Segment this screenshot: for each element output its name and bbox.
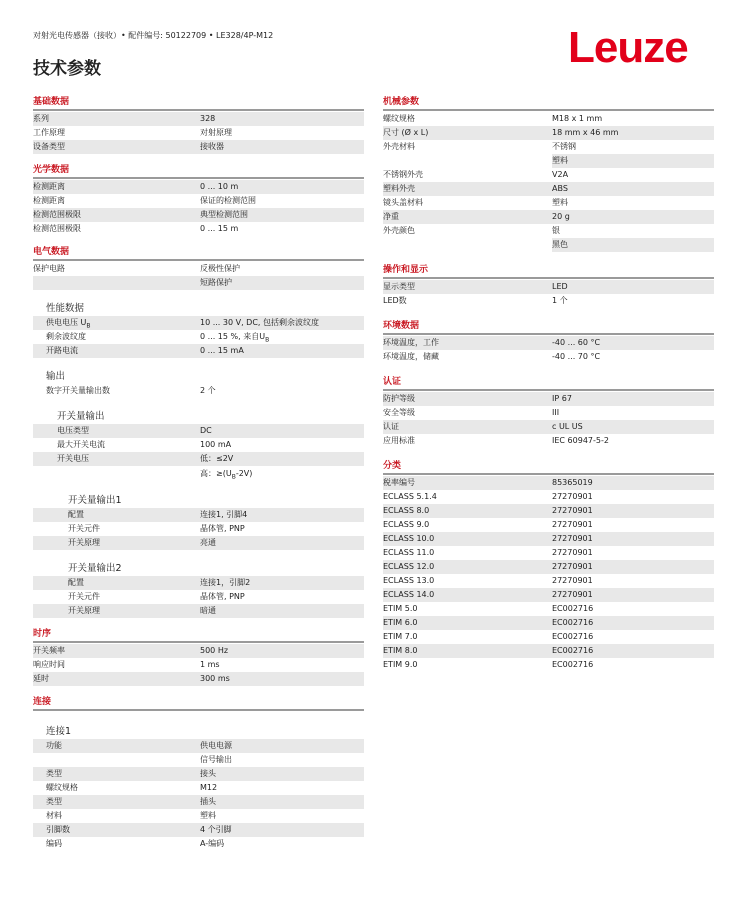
table-row xyxy=(383,350,714,364)
section-connection xyxy=(33,695,364,851)
row-key: 类型 xyxy=(46,797,62,806)
optical-data-table xyxy=(33,180,364,236)
table-row xyxy=(33,344,364,358)
table-row xyxy=(33,384,364,398)
table-row xyxy=(383,658,714,672)
subsection-title: 输出 xyxy=(46,371,66,382)
row-key xyxy=(33,466,200,482)
section-title: 环境数据 xyxy=(383,319,714,335)
row-value: 低：≤2V xyxy=(200,454,234,463)
row-key: ECLASS 10.0 xyxy=(383,534,435,543)
row-value: 500 Hz xyxy=(200,646,229,655)
section-operation-display xyxy=(383,263,714,308)
row-value: EC002716 xyxy=(552,632,594,641)
table-row xyxy=(383,616,714,630)
table-row xyxy=(33,739,364,753)
table-row xyxy=(383,210,714,224)
row-key: 螺纹规格 xyxy=(383,114,415,123)
table-row xyxy=(383,490,714,504)
row-value: 塑料 xyxy=(552,156,568,165)
row-value: 亮通 xyxy=(200,538,216,547)
row-value: 塑料 xyxy=(200,811,216,820)
certification-table xyxy=(383,392,714,448)
row-value: EC002716 xyxy=(552,618,594,627)
row-value: c UL US xyxy=(552,422,583,431)
row-value: 85365019 xyxy=(552,478,593,487)
row-value: EC002716 xyxy=(552,660,594,669)
table-row xyxy=(33,781,364,795)
row-key: 认证 xyxy=(383,422,399,431)
row-key: ETIM 9.0 xyxy=(383,660,418,669)
row-value: 晶体管, PNP xyxy=(200,592,245,601)
section-title: 时序 xyxy=(33,627,364,643)
right-column xyxy=(383,95,714,672)
row-key: 响应时间 xyxy=(33,660,65,669)
row-value: 18 mm x 46 mm xyxy=(552,128,619,137)
section-title: 光学数据 xyxy=(33,163,364,179)
row-key: 税率编号 xyxy=(383,478,415,487)
table-row xyxy=(383,574,714,588)
row-value: 插头 xyxy=(200,797,216,806)
section-title: 连接 xyxy=(33,695,364,711)
table-row xyxy=(33,767,364,781)
row-key: 净重 xyxy=(383,212,399,221)
operation-table xyxy=(383,280,714,308)
row-key: ETIM 5.0 xyxy=(383,604,418,613)
leuze-logo: Leuze xyxy=(568,23,688,72)
table-row xyxy=(383,434,714,448)
row-key xyxy=(383,154,552,168)
section-title: 分类 xyxy=(383,459,714,475)
table-row xyxy=(33,438,364,452)
row-key: 类型 xyxy=(46,769,62,778)
table-row xyxy=(33,452,364,466)
row-value: 供电电源 xyxy=(200,741,232,750)
row-value: 短路保护 xyxy=(200,278,232,287)
row-value: 连接1, 引脚4 xyxy=(200,510,248,519)
row-value: EC002716 xyxy=(552,604,594,613)
row-key: 设备类型 xyxy=(33,142,65,151)
section-electrical-data xyxy=(33,245,364,618)
table-row xyxy=(383,280,714,294)
row-value: 高：$\ge(U_B-2V)$ xyxy=(200,469,253,481)
row-value: A-编码 xyxy=(200,839,225,848)
table-row xyxy=(383,504,714,518)
table-row xyxy=(383,238,714,252)
row-value: 27270901 xyxy=(552,576,593,585)
row-value: M18 x 1 mm xyxy=(552,114,603,123)
row-key: 工作原理 xyxy=(33,128,65,137)
row-key: 防护等级 xyxy=(383,394,415,403)
row-key: ECLASS 14.0 xyxy=(383,590,435,599)
section-basic-data xyxy=(33,95,364,154)
row-value: 晶体管, PNP xyxy=(200,524,245,533)
row-key: 配置 xyxy=(68,510,84,519)
table-row xyxy=(33,658,364,672)
row-key: 电压类型 xyxy=(57,426,89,435)
environment-table xyxy=(383,336,714,364)
row-value: ABS xyxy=(552,184,568,193)
table-row xyxy=(383,168,714,182)
table-row xyxy=(33,590,364,604)
section-certification xyxy=(383,375,714,448)
row-key: LED数 xyxy=(383,296,407,305)
subsection-title: 开关量输出1 xyxy=(68,495,122,506)
table-row xyxy=(383,336,714,350)
table-row xyxy=(383,588,714,602)
table-row xyxy=(33,180,364,194)
table-row xyxy=(33,112,364,126)
row-key: ECLASS 5.1.4 xyxy=(383,492,437,501)
row-key: 检测距离 xyxy=(33,182,65,191)
row-value: 27270901 xyxy=(552,506,593,515)
table-row xyxy=(33,222,364,236)
row-value: 0 ... 10 m xyxy=(200,182,239,191)
section-classification xyxy=(383,459,714,672)
table-row xyxy=(33,837,364,851)
row-key: ETIM 7.0 xyxy=(383,632,418,641)
row-value: 连接1，引脚2 xyxy=(200,578,251,587)
row-key: 引脚数 xyxy=(46,825,70,834)
table-row xyxy=(383,294,714,308)
row-value: 信号输出 xyxy=(200,755,232,764)
timing-table xyxy=(33,644,364,686)
table-row xyxy=(383,224,714,238)
row-value: 328 xyxy=(200,114,216,123)
row-key: 塑料外壳 xyxy=(383,184,415,193)
section-title: 操作和显示 xyxy=(383,263,714,279)
section-optical-data xyxy=(33,163,364,236)
row-value: 黑色 xyxy=(552,240,568,249)
row-value: EC002716 xyxy=(552,646,594,655)
table-row xyxy=(383,392,714,406)
row-value: 0 ... 15 %, 来自$U_B$ xyxy=(200,332,270,344)
row-value: IEC 60947-5-2 xyxy=(552,436,609,445)
classification-table xyxy=(383,476,714,672)
row-key: 开关元件 xyxy=(68,592,100,601)
row-value: 2 个 xyxy=(200,386,216,395)
row-value: 1 个 xyxy=(552,296,568,305)
section-title: 基础数据 xyxy=(33,95,364,111)
table-row xyxy=(383,518,714,532)
row-key: 开关原理 xyxy=(68,538,100,547)
table-row xyxy=(33,316,364,330)
row-value: 对射原理 xyxy=(200,128,232,137)
row-key: 数字开关量输出数 xyxy=(46,386,110,395)
table-row xyxy=(33,330,364,344)
row-value: 反极性保护 xyxy=(200,264,240,273)
table-row xyxy=(383,406,714,420)
row-value: 27270901 xyxy=(552,590,593,599)
row-value: 暗通 xyxy=(200,606,216,615)
row-key: 安全等级 xyxy=(383,408,415,417)
table-row xyxy=(383,560,714,574)
table-row xyxy=(383,630,714,644)
row-value: 27270901 xyxy=(552,562,593,571)
row-key: 检测范围极限 xyxy=(33,210,81,219)
section-title: 认证 xyxy=(383,375,714,391)
row-value: V2A xyxy=(552,170,569,179)
row-value: 10 ... 30 V, DC, 包括剩余波纹度 xyxy=(200,318,320,327)
table-row xyxy=(383,182,714,196)
row-key: 延时 xyxy=(33,674,49,683)
row-key xyxy=(33,753,200,767)
row-key: 开关电压 xyxy=(57,454,89,463)
row-value: 100 mA xyxy=(200,440,232,449)
row-value: IP 67 xyxy=(552,394,572,403)
row-key: 系列 xyxy=(33,114,49,123)
table-row xyxy=(383,532,714,546)
row-value: 27270901 xyxy=(552,548,593,557)
row-value: M12 xyxy=(200,783,218,792)
table-row xyxy=(33,672,364,686)
row-key: 供电电压 $U_B$ xyxy=(46,318,91,330)
table-row xyxy=(383,644,714,658)
row-value: LED xyxy=(552,282,568,291)
table-row xyxy=(33,276,364,290)
row-key: 检测范围极限 xyxy=(33,224,81,233)
row-key: 编码 xyxy=(46,839,62,848)
row-value: 典型检测范围 xyxy=(200,210,248,219)
row-key: 环境温度，储藏 xyxy=(383,352,439,361)
section-environment-data xyxy=(383,319,714,364)
section-timing xyxy=(33,627,364,686)
row-value: III xyxy=(552,408,560,417)
table-row xyxy=(383,196,714,210)
subsection-title: 连接1 xyxy=(46,726,72,737)
row-key: 应用标准 xyxy=(383,436,415,445)
row-value: 银 xyxy=(552,226,560,235)
row-key: 开路电流 xyxy=(46,346,78,355)
row-value: 27270901 xyxy=(552,534,593,543)
row-key xyxy=(33,276,200,290)
row-key: ETIM 8.0 xyxy=(383,646,418,655)
row-key: 最大开关电流 xyxy=(57,440,105,449)
table-row xyxy=(33,140,364,154)
row-key: 开关原理 xyxy=(68,606,100,615)
table-row xyxy=(33,809,364,823)
section-title: 电气数据 xyxy=(33,245,364,261)
row-key: ECLASS 12.0 xyxy=(383,562,435,571)
row-key: 外壳材料 xyxy=(383,142,415,151)
row-key xyxy=(383,238,552,252)
row-key: 镜头盖材料 xyxy=(383,198,423,207)
table-row xyxy=(33,508,364,522)
table-row xyxy=(383,546,714,560)
table-row xyxy=(33,126,364,140)
table-row xyxy=(33,194,364,208)
row-key: 环境温度，工作 xyxy=(383,338,439,347)
table-row xyxy=(33,262,364,276)
row-value: 塑料 xyxy=(552,198,568,207)
table-row xyxy=(33,604,364,618)
row-key: ECLASS 11.0 xyxy=(383,548,435,557)
table-row xyxy=(33,466,364,482)
row-key: 功能 xyxy=(46,741,62,750)
row-key: 螺纹规格 xyxy=(46,783,78,792)
row-key: 保护电路 xyxy=(33,264,65,273)
row-key: 外壳颜色 xyxy=(383,226,415,235)
row-value: 0 ... 15 mA xyxy=(200,346,244,355)
row-value: -40 ... 70 °C xyxy=(552,352,601,361)
row-value: 0 ... 15 m xyxy=(200,224,239,233)
row-key: 显示类型 xyxy=(383,282,415,291)
section-title: 机械参数 xyxy=(383,95,714,111)
table-row xyxy=(383,154,714,168)
table-row xyxy=(383,140,714,154)
row-key: 剩余波纹度 xyxy=(46,332,86,341)
table-row xyxy=(383,602,714,616)
section-mechanical-data xyxy=(383,95,714,252)
table-row xyxy=(33,823,364,837)
row-key: ECLASS 13.0 xyxy=(383,576,435,585)
row-value: 1 ms xyxy=(200,660,220,669)
subsection-title: 开关量输出2 xyxy=(68,563,122,574)
row-value: 20 g xyxy=(552,212,570,221)
table-row xyxy=(33,522,364,536)
row-value: 27270901 xyxy=(552,520,593,529)
row-key: ECLASS 9.0 xyxy=(383,520,430,529)
row-value: 27270901 xyxy=(552,492,593,501)
row-value: 300 ms xyxy=(200,674,230,683)
row-key: 配置 xyxy=(68,578,84,587)
document-header: 对射光电传感器（接收）• 配件编号: 50122709 • LE328/4P-M12 xyxy=(33,31,274,40)
table-row xyxy=(33,795,364,809)
row-key: 不锈钢外壳 xyxy=(383,170,423,179)
row-value: 4 个引脚 xyxy=(200,825,232,834)
row-value: 接头 xyxy=(200,769,216,778)
row-key: 开关元件 xyxy=(68,524,100,533)
subsection-title: 性能数据 xyxy=(46,303,85,314)
table-row xyxy=(383,112,714,126)
table-row xyxy=(33,536,364,550)
row-value: 不锈钢 xyxy=(552,142,576,151)
table-row xyxy=(383,126,714,140)
table-row xyxy=(33,208,364,222)
connection-table xyxy=(33,767,364,851)
subsection-title: 开关量输出 xyxy=(57,411,105,422)
output2-table xyxy=(33,576,364,618)
table-row xyxy=(33,576,364,590)
left-column xyxy=(33,95,364,851)
row-value: -40 ... 60 °C xyxy=(552,338,601,347)
page-title: 技术参数 xyxy=(33,59,101,79)
table-row xyxy=(383,420,714,434)
row-key: ECLASS 8.0 xyxy=(383,506,430,515)
row-key: 材料 xyxy=(46,811,62,820)
table-row xyxy=(383,476,714,490)
output1-table xyxy=(33,508,364,550)
row-key: 尺寸 (Ø x L) xyxy=(383,128,429,137)
row-value: 保证的检测范围 xyxy=(200,196,256,205)
row-value: 接收器 xyxy=(200,142,224,151)
row-value: DC xyxy=(200,426,212,435)
row-key: 检测距离 xyxy=(33,196,65,205)
row-key: 开关频率 xyxy=(33,646,65,655)
table-row xyxy=(33,644,364,658)
basic-data-table xyxy=(33,112,364,154)
table-row xyxy=(33,424,364,438)
table-row xyxy=(33,753,364,767)
row-key: ETIM 6.0 xyxy=(383,618,418,627)
